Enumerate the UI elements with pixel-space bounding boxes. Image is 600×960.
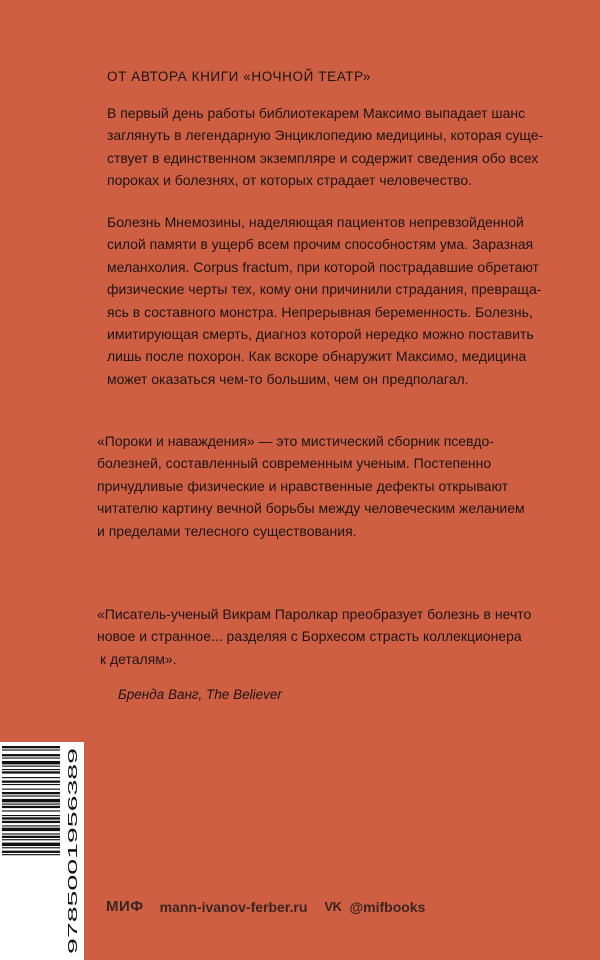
barcode-bar <box>2 828 60 831</box>
barcode-bar <box>2 821 60 823</box>
text-line: пороках и болезнях, от которых страдает человечество. <box>107 172 473 189</box>
barcode-bar <box>2 771 60 773</box>
blurb-paragraph-3 <box>97 430 525 542</box>
text-line: физические черты тех, кому они причинили страдания, превраща- <box>107 281 542 298</box>
mif-logo-icon <box>106 898 144 915</box>
barcode-bar <box>2 792 60 794</box>
text-line: В первый день работы библиотекарем Максимо выпадает шанс <box>107 105 526 121</box>
barcode-bar <box>2 758 60 759</box>
text-line: к деталям». <box>100 650 177 667</box>
text-line: может оказаться чем-то большим, чем он предполагал. <box>107 370 469 387</box>
text-line: Болезнь Мнемозины, наделяющая пациентов непревзойденной <box>107 214 524 230</box>
quote-attribution: Бренда Ванг, The Believer <box>118 687 282 702</box>
barcode-bar <box>2 833 60 834</box>
barcode-bar <box>2 795 60 796</box>
review-quote <box>97 603 531 670</box>
barcode-bar <box>2 769 60 770</box>
text-line: читателю картину вечной борьбы между человеческим желанием <box>97 500 525 517</box>
text-line: силой памяти в ущерб всем прочим способностям ума. Заразная <box>107 236 534 253</box>
text-line: заглянуть в легендарную Энциклопедию медицины, которая суще- <box>107 127 544 144</box>
barcode-bar <box>2 839 60 840</box>
barcode-bar <box>2 851 60 853</box>
barcode-bar <box>2 843 60 846</box>
barcode-bar <box>2 799 60 802</box>
isbn-barcode <box>0 742 84 960</box>
text-line: «Писатель-ученый Викрам Паролкар преобразует болезнь в нечто <box>97 606 532 622</box>
vk-icon[interactable]: VK <box>324 899 342 914</box>
publisher-website-link[interactable]: mann-ivanov-ferber.ru <box>159 898 308 915</box>
text-line: «Пороки и наваждения» — это мистический сборник псевдо- <box>97 433 494 449</box>
barcode-bar <box>2 754 60 756</box>
barcode-graphic <box>0 742 84 960</box>
blurb-paragraph-2 <box>107 211 541 390</box>
publisher-footer <box>106 898 425 915</box>
barcode-bar <box>2 815 60 816</box>
barcode-bar <box>2 804 60 805</box>
text-line: болезней, составленный современным ученым. Постепенно <box>97 455 492 472</box>
barcode-bar <box>2 749 60 750</box>
text-line: причудливые физические и нравственные дефекты открывают <box>97 477 509 494</box>
text-line: меланхолия. Corpus fractum, при которой пострадавшие обретают <box>107 258 539 275</box>
social-handle-link[interactable]: @mifbooks <box>349 898 426 915</box>
barcode-bar <box>2 777 60 778</box>
barcode-bar <box>2 825 60 826</box>
barcode-bar <box>2 746 60 748</box>
barcode-bar <box>2 806 60 808</box>
text-line: новое и странное... разделяя с Борхесом страсть коллекционера <box>97 628 522 645</box>
text-line: имитирующая смерть, диагноз которой нередко можно поставить <box>107 326 534 343</box>
barcode-bar <box>2 836 60 838</box>
blurb-heading: ОТ АВТОРА КНИГИ «НОЧНОЙ ТЕАТР» <box>107 69 372 84</box>
blurb-paragraph-1 <box>107 102 543 192</box>
barcode-bar <box>2 817 60 819</box>
publisher-logo: МИФ <box>106 898 144 915</box>
barcode-bar <box>2 784 60 785</box>
barcode-bar <box>2 781 60 783</box>
barcode-bar <box>2 789 60 790</box>
text-line: лишь после похорон. Как вскоре обнаружит Максимо, медицина <box>107 348 527 365</box>
barcode-bar <box>2 766 60 767</box>
barcode-bar <box>2 854 60 855</box>
barcode-bar <box>2 810 60 811</box>
text-line: и пределами телесного существования. <box>97 522 357 539</box>
isbn-number: 9785001956389 <box>65 860 80 954</box>
barcode-bar <box>2 761 60 764</box>
barcode-bar <box>2 847 60 848</box>
text-line: ствует в единственном экземпляре и содержит сведения обо всех <box>107 149 539 166</box>
text-line: ясь в составного монстра. Непрерывная беременность. Болезнь, <box>107 303 533 320</box>
